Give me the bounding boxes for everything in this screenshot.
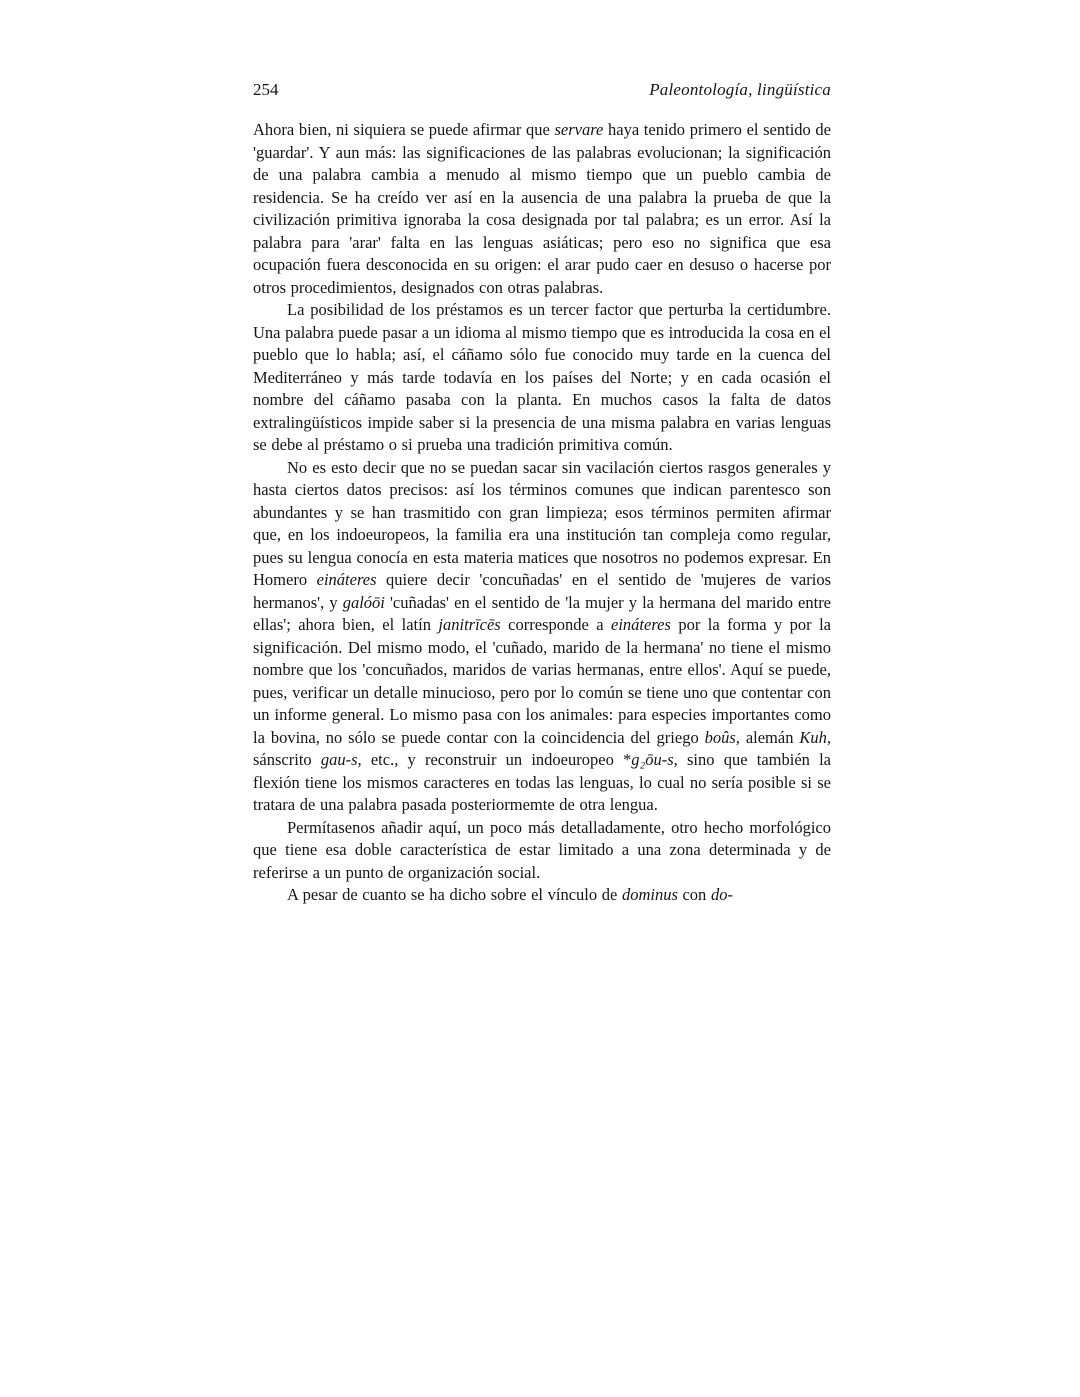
text-run: corresponde a: [500, 615, 612, 634]
page-body: [253, 119, 831, 907]
text-run: sino que también la flexión tiene los mismos caracteres en todas las lenguas, lo cual no sería posible si se tratara de una palabra pasada posteriormemte de otra lengua.: [253, 750, 831, 814]
paragraph: [253, 817, 831, 885]
text-run: alemán: [739, 727, 800, 747]
text-run: La posibilidad de los préstamos es un tercer factor que perturba la certidumbre. Una palabra puede pasar a un idioma al mismo tiempo que es introducida la cosa en el pueblo que lo habla; así, el cáñamo sólo fue conocido muy tarde en la cuenca del Mediterráneo y más tarde todavía en los países del Norte; y en cada ocasión el nombre del cáñamo pasaba con la planta. En muchos casos la falta de datos extralingüísticos impide saber si la presencia de una misma palabra en varias lenguas se debe al préstamo o si prueba una tradición primitiva común.: [253, 300, 831, 454]
italic-term: dominus: [621, 885, 678, 904]
text-run: No es esto decir que no se puedan sacar sin vacilación ciertos rasgos generales y hasta ciertos datos precisos: así los términos comunes que indican parentesco son abundantes y se han trasmitido con gran limpieza; esos términos permiten afirmar que, en los indoeuropeos, la familia era una institución tan compleja como regular, pues su lengua conocía en esta materia matices que nosotros no podemos expresar. En Homero: [253, 457, 831, 589]
italic-term: Kuh,: [799, 727, 831, 747]
text-run: con: [677, 885, 711, 904]
italic-term: gau-s,: [320, 750, 362, 769]
italic-term: janitrīcēs: [438, 615, 501, 634]
page-header: [253, 80, 831, 100]
running-title: Paleontología, lingüística: [649, 80, 831, 99]
text-run: quiere decir 'concuñadas' en el sentido de 'mujeres de varios hermanos', y: [253, 570, 831, 612]
italic-term: g₂ōu-s,: [631, 750, 678, 769]
italic-term: eináteres: [611, 615, 671, 634]
paragraph: [253, 457, 831, 817]
text-run: A pesar de cuanto se ha dicho sobre el vínculo de: [287, 885, 622, 904]
text-run: Permítasenos añadir aquí, un poco más detalladamente, otro hecho morfológico que tiene esa doble característica de estar limitado a una zona determinada y de referirse a un punto de organización social.: [253, 817, 831, 882]
text-run: 'cuñadas' en el sentido de 'la mujer y la hermana del marido entre ellas'; ahora bien, el latín: [253, 592, 832, 634]
text-run: haya tenido primero el sentido de 'guardar'. Y aun más: las significaciones de las palabras evolucionan; la significación de una palabra cambia a menudo al mismo tiempo que un pueblo cambia de residencia. Se ha creído ver así en la ausencia de una palabra la prueba de que la civilización primitiva ignoraba la cosa designada por tal palabra; es un error. Así la palabra para 'arar' falta en las lenguas asiáticas; pero eso no significa que esa ocupación fuera desconocida en su origen: el arar pudo caer en desuso o hacerse por otros procedimientos, designados con otras palabras.: [253, 120, 831, 297]
text-run: etc., y reconstruir un indoeuropeo *: [361, 750, 632, 769]
paragraph: [253, 119, 831, 299]
page-number: 254: [253, 80, 279, 99]
italic-term: galóōi: [342, 592, 385, 612]
italic-term: boûs,: [704, 727, 740, 747]
text-run: Ahora bien, ni siquiera se puede afirmar que: [253, 120, 555, 139]
text-run: por la forma y por la significación. Del mismo modo, el 'cuñado, marido de la hermana' no tiene el mismo nombre que los 'concuñados, maridos de varias hermanas, entre ellos'. Aquí se puede, pues, verificar un detalle minucioso, pero por lo común se tiene uno que contentar con un informe general. Lo mismo pasa con los animales: para especies importantes como la bovina, no sólo se puede contar con la coincidencia del griego: [253, 615, 831, 747]
paragraph: [253, 884, 831, 907]
italic-term: eináteres: [316, 570, 377, 589]
italic-term: do-: [710, 885, 733, 904]
paragraph: [253, 299, 831, 457]
text-run: sánscrito: [253, 750, 321, 769]
italic-term: servare: [554, 120, 604, 139]
text-block: [253, 80, 831, 907]
